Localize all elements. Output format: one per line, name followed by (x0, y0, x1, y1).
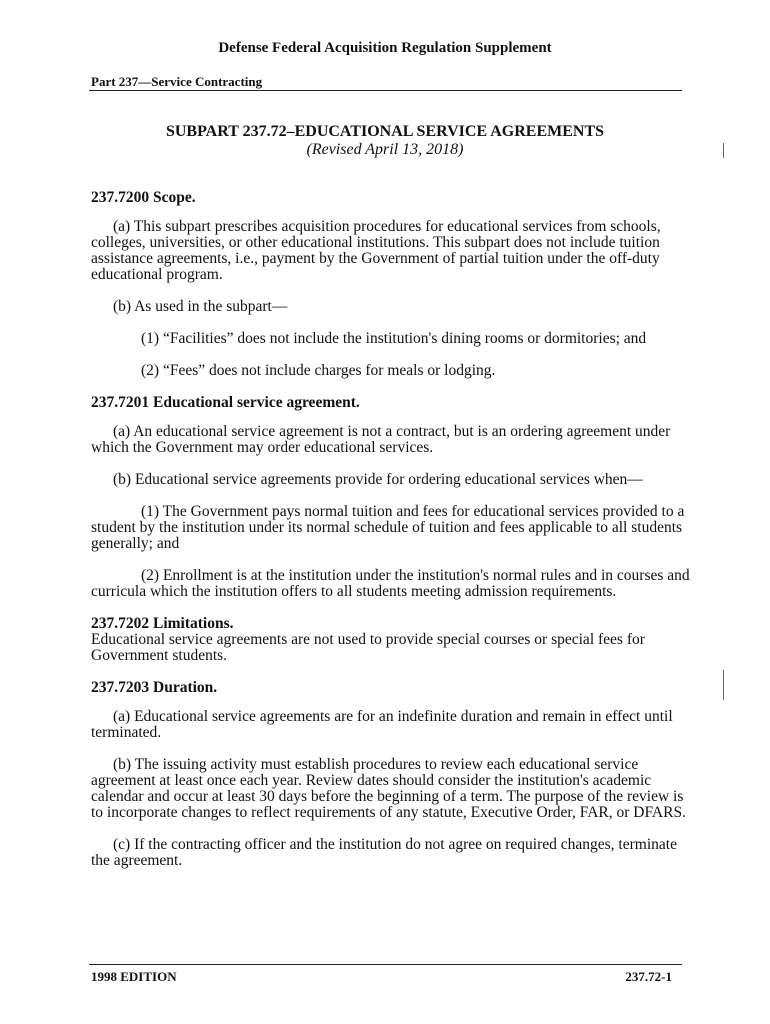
revision-date: (Revised April 13, 2018) (306, 141, 464, 158)
paragraph-duration-c: (c) If the contracting officer and the institution do not agree on required changes, terminate the agreement. (91, 836, 677, 869)
section-heading-scope: 237.7200 Scope. (91, 189, 196, 206)
paragraph-agreement-b1: (1) The Government pays normal tuition and fees for educational services provided to a student by the institution under its normal schedule of tuition and fees applicable to all students generally; and (91, 503, 685, 552)
paragraph-scope-a: (a) This subpart prescribes acquisition procedures for educational services from schools, colleges, universities, or other educational institutions. This subpart does not include tuition assistance agreements, i.e., payment by the Government of partial tuition under the off-duty educational program. (91, 218, 661, 283)
paragraph-duration-a: (a) Educational service agreements are for an indefinite duration and remain in effect until terminated. (91, 708, 673, 741)
paragraph-agreement-b: (b) Educational service agreements provide for ordering educational services when— (113, 471, 643, 488)
subpart-title: SUBPART 237.72–EDUCATIONAL SERVICE AGREEMENTS (165, 123, 605, 140)
page-number: 237.72-1 (625, 969, 672, 984)
paragraph-scope-b2: (2) “Fees” does not include charges for meals or lodging. (141, 362, 496, 379)
section-heading-agreement: 237.7201 Educational service agreement. (91, 394, 360, 411)
footer-edition: 1998 EDITION (91, 969, 177, 984)
paragraph-limitations: Educational service agreements are not used to provide special courses or special fees for Government students. (91, 631, 645, 664)
header-divider (89, 90, 682, 91)
footer-divider (89, 964, 682, 965)
paragraph-agreement-b2: (2) Enrollment is at the institution under the institution's normal rules and in courses and curricula which the institution offers to all students meeting admission requirements. (91, 567, 690, 600)
document-body (91, 190, 691, 885)
section-heading-duration: 237.7203 Duration. (91, 679, 218, 696)
paragraph-duration-b: (b) The issuing activity must establish procedures to review each educational service agreement at least once each year. Review dates should consider the institution's academic calendar and occur at least 30 days before the beginning of a term. The purpose of the review is to incorporate changes to reflect requirements of any statute, Executive Order, FAR, or DFARS. (91, 756, 686, 821)
change-bar (723, 143, 724, 158)
paragraph-scope-b: (b) As used in the subpart— (113, 298, 288, 315)
document-title: Defense Federal Acquisition Regulation Supplement (218, 40, 552, 56)
part-heading: Part 237—Service Contracting (91, 74, 263, 89)
change-bar (723, 670, 724, 700)
paragraph-scope-b1: (1) “Facilities” does not include the institution's dining rooms or dormitories; and (141, 330, 647, 347)
paragraph-agreement-a: (a) An educational service agreement is not a contract, but is an ordering agreement under which the Government may order educational services. (91, 423, 671, 456)
section-heading-limitations: 237.7202 Limitations. (91, 615, 234, 632)
